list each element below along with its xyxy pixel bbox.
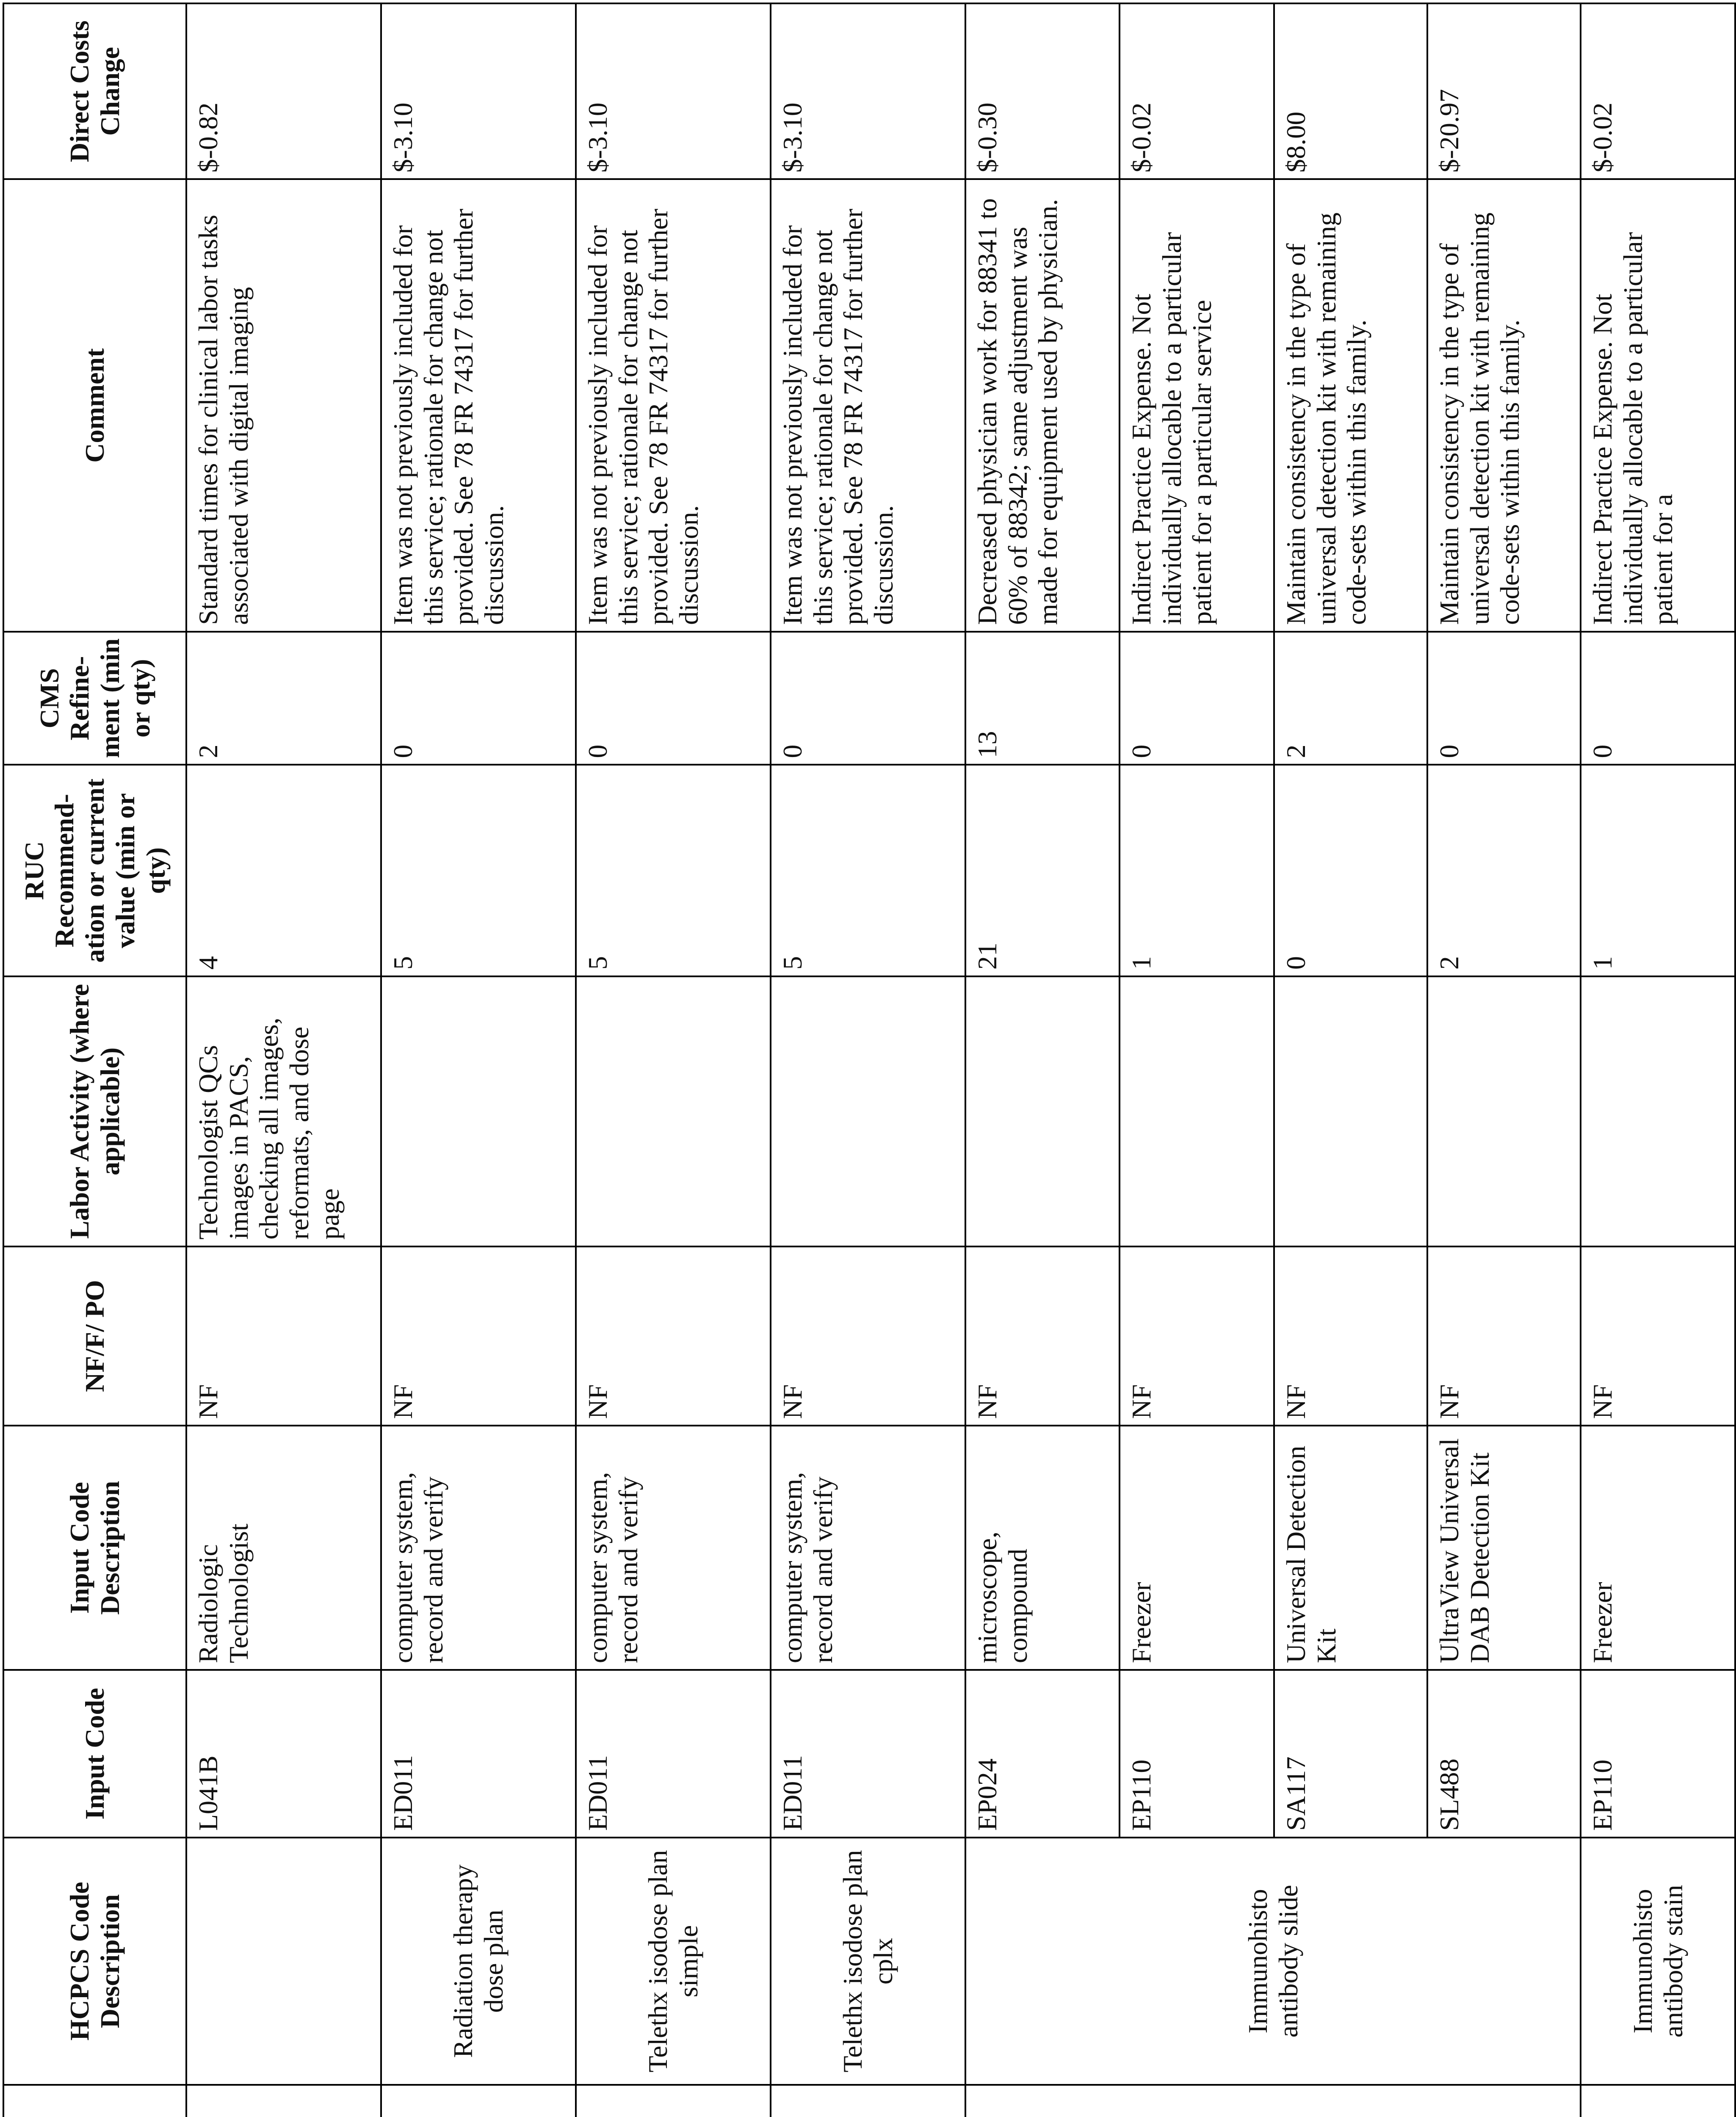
input-code-cell: EP110 [1120, 1670, 1274, 1838]
hcpcs-code-cell [186, 2085, 381, 2117]
nf-f-po-cell: NF [771, 1246, 965, 1426]
hcpcs-code-cell [381, 2085, 576, 2117]
table-row [381, 3, 576, 2117]
table-row [771, 3, 965, 2117]
nf-f-po-cell: NF [1427, 1246, 1581, 1426]
direct-costs-change-cell: $-3.10 [576, 3, 771, 179]
hcpcs-description-cell: Telethx isodose plan cplx [771, 1838, 965, 2085]
nf-f-po-cell: NF [965, 1246, 1120, 1426]
comment-cell: Maintain consistency in the type of universal detection kit with remaining code-sets within this family. [1274, 179, 1427, 631]
comment-cell: Maintain consistency in the type of universal detection kit with remaining code-sets within this family. [1427, 179, 1581, 631]
ruc-value-cell: 1 [1120, 765, 1274, 976]
pe-refinements-table [3, 3, 1736, 2117]
input-description-cell: Universal Detection Kit [1274, 1426, 1427, 1670]
input-code-cell: EP110 [1581, 1670, 1735, 1838]
hcpcs-code-cell [576, 2085, 771, 2117]
cms-refinement-cell: 0 [1120, 632, 1274, 765]
header-comment: Comment [3, 179, 186, 631]
header-ruc-recommendation: RUC Recommend-ation or current value (min or qty) [3, 765, 186, 976]
input-description-cell: UltraView Universal DAB Detection Kit [1427, 1426, 1581, 1670]
comment-cell: Standard times for clinical labor tasks associated with digital imaging [186, 179, 381, 631]
header-hcpcs-description: HCPCS Code Description [3, 1838, 186, 2085]
header-cms-refinement: CMS Refine-ment (min or qty) [3, 632, 186, 765]
cms-refinement-cell: 0 [771, 632, 965, 765]
cms-refinement-cell: 0 [576, 632, 771, 765]
input-code-cell: EP024 [965, 1670, 1120, 1838]
header-hcpcs-code [3, 2085, 186, 2117]
nf-f-po-cell: NF [186, 1246, 381, 1426]
cms-refinement-cell: 0 [381, 632, 576, 765]
direct-costs-change-cell: $-3.10 [771, 3, 965, 179]
hcpcs-description-cell: Radiation therapy dose plan [381, 1838, 576, 2085]
labor-activity-cell [381, 976, 576, 1246]
table-row [965, 3, 1120, 2117]
direct-costs-change-cell: $-20.97 [1427, 3, 1581, 179]
input-description-cell: Radiologic Technologist [186, 1426, 381, 1670]
direct-costs-change-cell: $-3.10 [381, 3, 576, 179]
ruc-value-cell: 5 [381, 765, 576, 976]
hcpcs-code-cell [1581, 2085, 1735, 2117]
input-description-cell: computer system, record and verify [771, 1426, 965, 1670]
cms-refinement-cell: 0 [1581, 632, 1735, 765]
ruc-value-cell: 4 [186, 765, 381, 976]
hcpcs-code-cell [771, 2085, 965, 2117]
labor-activity-cell [965, 976, 1120, 1246]
header-input-code: Input Code [3, 1670, 186, 1838]
direct-costs-change-cell: $-0.02 [1120, 3, 1274, 179]
hcpcs-description-cell: Telethx isodose plan simple [576, 1838, 771, 2085]
comment-cell: Indirect Practice Expense. Not individually allocable to a particular patient for a [1581, 179, 1735, 631]
input-description-cell: Freezer [1581, 1426, 1735, 1670]
direct-costs-change-cell: $8.00 [1274, 3, 1427, 179]
comment-cell: Item was not previously included for this service; rationale for change not provided. See 78 FR 74317 for further discussion. [381, 179, 576, 631]
input-description-cell: computer system, record and verify [381, 1426, 576, 1670]
input-code-cell: L041B [186, 1670, 381, 1838]
cms-refinement-cell: 2 [186, 632, 381, 765]
comment-cell: Indirect Practice Expense. Not individually allocable to a particular patient for a particular service [1120, 179, 1274, 631]
table-row [1581, 3, 1735, 2117]
cms-refinement-cell: 2 [1274, 632, 1427, 765]
labor-activity-cell: Technologist QCs images in PACS, checking all images, reformats, and dose page [186, 976, 381, 1246]
header-direct-costs-change: Direct Costs Change [3, 3, 186, 179]
input-description-cell: Freezer [1120, 1426, 1274, 1670]
nf-f-po-cell: NF [1581, 1246, 1735, 1426]
ruc-value-cell: 0 [1274, 765, 1427, 976]
ruc-value-cell: 5 [576, 765, 771, 976]
input-description-cell: computer system, record and verify [576, 1426, 771, 1670]
table-row [576, 3, 771, 2117]
nf-f-po-cell: NF [576, 1246, 771, 1426]
direct-costs-change-cell: $-0.82 [186, 3, 381, 179]
ruc-value-cell: 2 [1427, 765, 1581, 976]
direct-costs-change-cell: $-0.02 [1581, 3, 1735, 179]
header-labor-activity: Labor Activity (where applicable) [3, 976, 186, 1246]
nf-f-po-cell: NF [1274, 1246, 1427, 1426]
hcpcs-description-cell: Immunohisto antibody stain [1581, 1838, 1735, 2085]
header-nf-f-po: NF/F/ PO [3, 1246, 186, 1426]
comment-cell: Item was not previously included for this service; rationale for change not provided. See 78 FR 74317 for further discussion. [771, 179, 965, 631]
ruc-value-cell: 5 [771, 765, 965, 976]
labor-activity-cell [1581, 976, 1735, 1246]
cms-refinement-cell: 13 [965, 632, 1120, 765]
labor-activity-cell [576, 976, 771, 1246]
header-row [3, 3, 186, 2117]
table-row [186, 3, 381, 2117]
labor-activity-cell [771, 976, 965, 1246]
hcpcs-description-cell: Immunohisto antibody slide [965, 1838, 1581, 2085]
hcpcs-description-cell [186, 1838, 381, 2085]
input-description-cell: microscope, compound [965, 1426, 1120, 1670]
input-code-cell: ED011 [576, 1670, 771, 1838]
comment-cell: Item was not previously included for this service; rationale for change not provided. See 78 FR 74317 for further discussion. [576, 179, 771, 631]
table-row [1274, 3, 1427, 2117]
input-code-cell: ED011 [381, 1670, 576, 1838]
input-code-cell: ED011 [771, 1670, 965, 1838]
cms-refinement-cell: 0 [1427, 632, 1581, 765]
nf-f-po-cell: NF [381, 1246, 576, 1426]
ruc-value-cell: 1 [1581, 765, 1735, 976]
labor-activity-cell [1427, 976, 1581, 1246]
input-code-cell: SA117 [1274, 1670, 1427, 1838]
ruc-value-cell: 21 [965, 765, 1120, 976]
labor-activity-cell [1120, 976, 1274, 1246]
table-row [1427, 3, 1581, 2117]
input-code-cell: SL488 [1427, 1670, 1581, 1838]
header-input-description: Input Code Description [3, 1426, 186, 1670]
table-row [1120, 3, 1274, 2117]
hcpcs-code-cell [965, 2085, 1581, 2117]
direct-costs-change-cell: $-0.30 [965, 3, 1120, 179]
nf-f-po-cell: NF [1120, 1246, 1274, 1426]
labor-activity-cell [1274, 976, 1427, 1246]
comment-cell: Decreased physician work for 88341 to 60% of 88342; same adjustment was made for equipment used by physician. [965, 179, 1120, 631]
